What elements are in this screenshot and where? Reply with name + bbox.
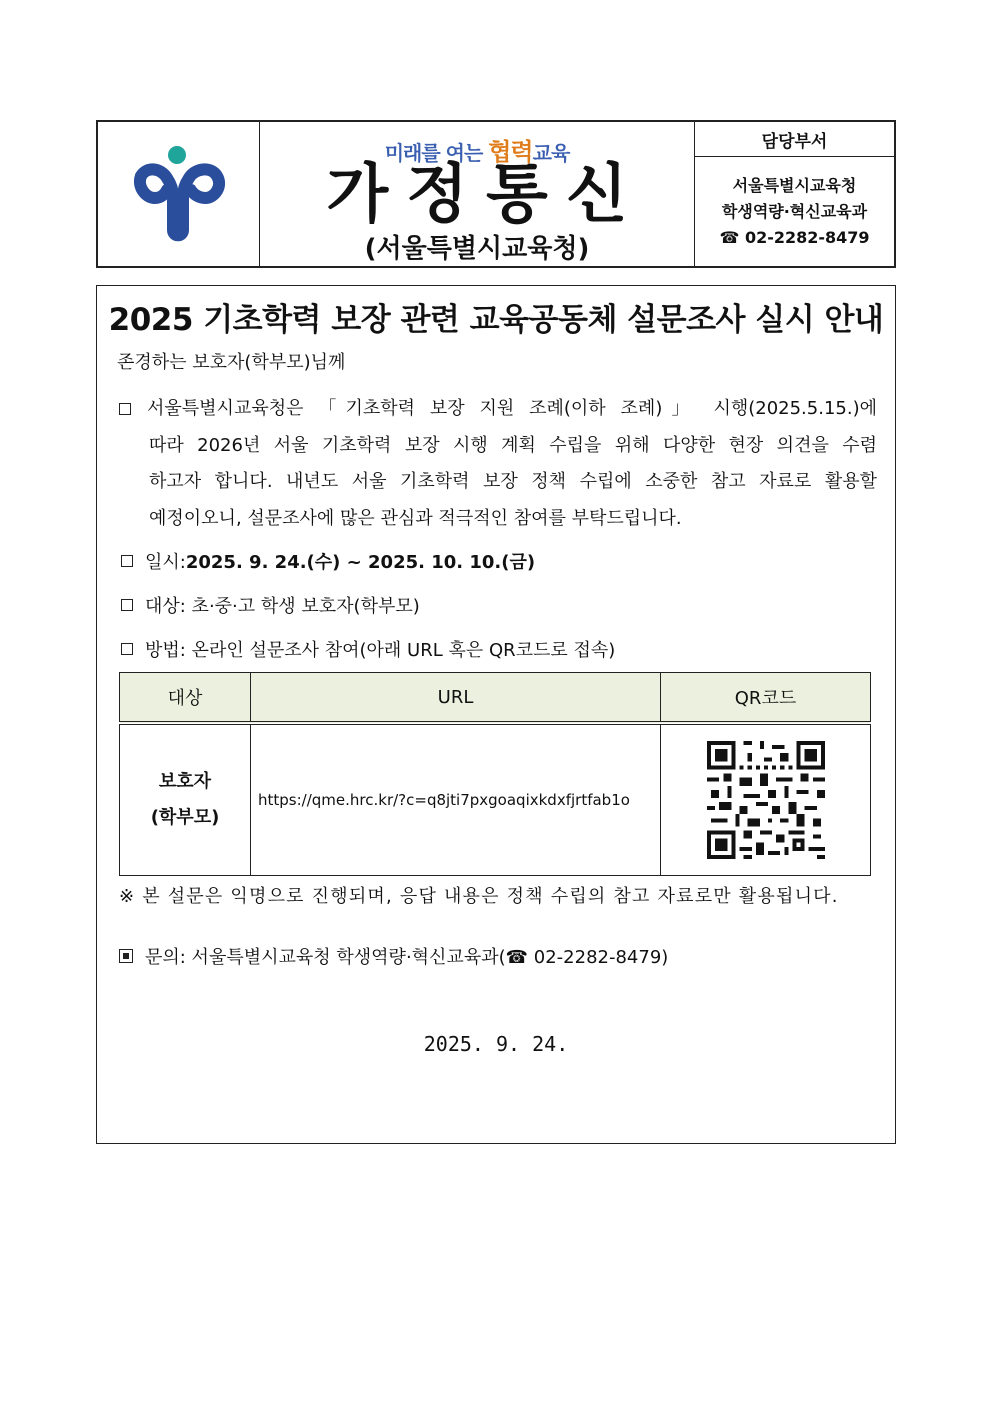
table-header-qr: QR코드 — [661, 673, 871, 724]
seoul-education-logo-icon — [133, 144, 225, 244]
title-cell — [260, 122, 695, 266]
slogan-part: 교육 — [532, 141, 570, 165]
contact-text: 문의: 서울특별시교육청 학생역량·혁신교육과(☎ 02-2282-8479) — [145, 947, 669, 968]
table-cell-qr — [661, 723, 871, 876]
slogan-highlight: 협력 — [488, 138, 533, 166]
target-text: 대상: 초·중·고 학생 보호자(학부모) — [145, 596, 420, 617]
table-cell-target — [120, 723, 251, 876]
anonymity-note: ※ 본 설문은 익명으로 진행되며, 응답 내용은 정책 수립의 참고 자료로만 활용됩니다. — [119, 886, 839, 907]
survey-table — [119, 672, 871, 876]
table-row — [120, 723, 871, 876]
page-subtitle: (서울특별시교육청) — [364, 234, 590, 264]
contact-info — [119, 943, 668, 969]
page-title: 가정통신 — [326, 158, 646, 232]
checkbox-bullet-icon — [121, 599, 133, 611]
greeting: 존경하는 보호자(학부모)님께 — [117, 352, 346, 373]
issue-date: 2025. 9. 24. — [423, 1032, 569, 1056]
document-title: 2025 기초학력 보장 관련 교육공동체 설문조사 실시 안내 — [108, 302, 884, 338]
survey-url-link[interactable]: https://qme.hrc.kr/?c=q8jti7pxgoaqixkdxfjrtfab1o — [251, 723, 661, 876]
schedule-value: 2025. 9. 24.(수) ~ 2025. 10. 10.(금) — [185, 552, 536, 573]
slogan — [384, 132, 570, 166]
method-item — [121, 636, 615, 662]
table-header-url: URL — [251, 673, 661, 724]
paragraph-line: 따라 2026년 서울 기초학력 보장 시행 계획 수립을 위해 다양한 현장 의견을 수렴 — [149, 434, 877, 456]
department-name: 학생역량·혁신교육과 — [721, 201, 868, 221]
letter-header — [96, 120, 896, 268]
checkbox-bullet-icon — [121, 555, 133, 567]
paragraph-line: 예정이오니, 설문조사에 많은 관심과 적극적인 참여를 부탁드립니다. — [149, 507, 682, 529]
department-label: 담당부서 — [695, 122, 894, 157]
logo-cell — [98, 122, 260, 266]
checkbox-bullet-icon — [121, 643, 133, 655]
department-phone: ☎ 02-2282-8479 — [719, 227, 870, 247]
table-header-target: 대상 — [120, 673, 251, 724]
method-text: 방법: 온라인 설문조사 참여(아래 URL 혹은 QR코드로 접속) — [145, 640, 616, 661]
target-line: 보호자 — [158, 771, 212, 792]
paragraph-line: 하고자 합니다. 내년도 서울 기초학력 보장 정책 수립에 소중한 참고 자료로 활용할 — [149, 471, 877, 492]
slogan-part: 미래를 여는 — [384, 141, 489, 165]
target-item — [121, 592, 420, 618]
schedule-label: 일시: — [145, 552, 186, 573]
intro-paragraph — [117, 391, 877, 537]
department-info — [695, 157, 894, 266]
target-line: (학부모) — [150, 807, 220, 828]
checkbox-bullet-icon — [119, 403, 131, 415]
letter-body — [96, 285, 896, 1144]
schedule-item — [121, 548, 535, 574]
qr-code-icon[interactable] — [707, 741, 825, 859]
table-header-row — [120, 673, 871, 724]
department-cell — [695, 122, 894, 266]
paragraph-line: 서울특별시교육청은 「기초학력 보장 지원 조례(이하 조례)」 시행(2025.5.15.)에 — [147, 398, 877, 419]
square-bullet-icon — [119, 949, 133, 963]
department-org: 서울특별시교육청 — [732, 175, 857, 195]
